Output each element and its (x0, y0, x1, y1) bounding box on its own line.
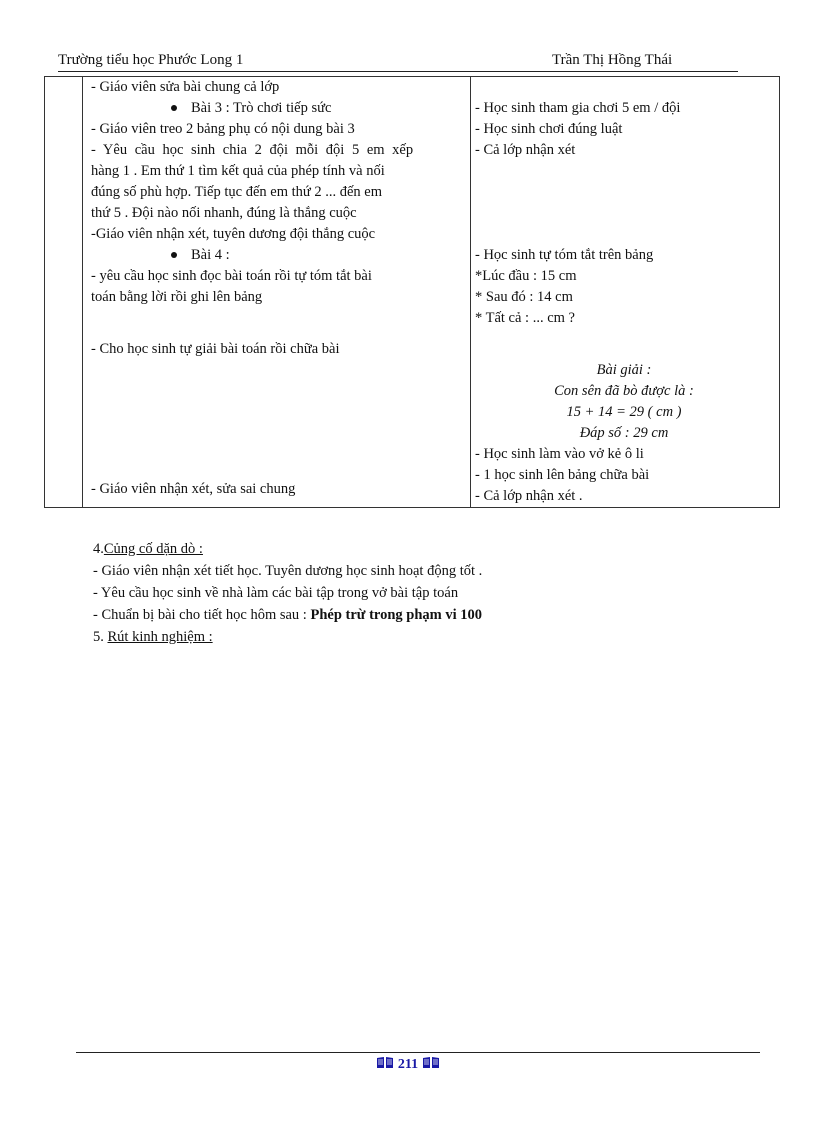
teacher-name: Trần Thị Hồng Thái (552, 52, 673, 68)
page-header (58, 52, 740, 72)
solution-line: 15 + 14 = 29 ( cm ) (566, 404, 682, 420)
student-line: - Học sinh chơi đúng luật (475, 121, 623, 137)
student-line: - Cả lớp nhận xét . (475, 488, 583, 504)
student-line: * Tất cả : ... cm ? (475, 310, 575, 326)
teacher-line: - Giáo viên nhận xét, sửa sai chung (91, 481, 296, 497)
teacher-line: thứ 5 . Đội nào nối nhanh, đúng là thắng cuộc (91, 205, 357, 221)
book-icon (376, 1056, 394, 1074)
student-line: - 1 học sinh lên bảng chữa bài (475, 467, 650, 483)
page-footer (0, 1056, 816, 1074)
section-5-heading: 5. Rút kinh nghiệm : (93, 629, 213, 645)
student-line: * Sau đó : 14 cm (475, 289, 573, 305)
teacher-line: - Yêu cầu học sinh chia 2 đội mỗi đội 5 em xếp (91, 142, 414, 158)
student-activity-cell (471, 77, 780, 508)
bullet-icon (171, 252, 177, 258)
teacher-line: - Giáo viên treo 2 bảng phụ có nội dung bài 3 (91, 121, 355, 137)
teacher-line: - Cho học sinh tự giải bài toán rồi chữa bài (91, 341, 340, 357)
footer-rule (76, 1052, 760, 1053)
exercise-3-heading: Bài 3 : Trò chơi tiếp sức (91, 98, 464, 119)
student-line: *Lúc đầu : 15 cm (475, 268, 577, 284)
student-line: - Học sinh tham gia chơi 5 em / đội (475, 100, 681, 116)
teacher-line: - Giáo viên sửa bài chung cả lớp (91, 79, 280, 95)
table-row (45, 77, 780, 508)
header-rule (58, 71, 738, 72)
section-4-item: - Giáo viên nhận xét tiết học. Tuyên dương học sinh hoạt động tốt . (93, 563, 483, 579)
section-4-item: - Chuẩn bị bài cho tiết học hôm sau : Phép trừ trong phạm vi 100 (93, 607, 483, 623)
book-icon (422, 1056, 440, 1074)
teacher-line: đúng số phù hợp. Tiếp tục đến em thứ 2 ... đến em (91, 184, 383, 200)
teacher-activity-cell (83, 77, 471, 508)
section-4-heading: 4.Củng cố dặn dò : (93, 541, 203, 557)
student-line: - Học sinh làm vào vở kẻ ô li (475, 446, 644, 462)
teacher-line: -Giáo viên nhận xét, tuyên dương đội thắng cuộc (91, 226, 376, 242)
teacher-line: toán bằng lời rồi ghi lên bảng (91, 289, 263, 305)
teacher-line: - yêu cầu học sinh đọc bài toán rồi tự tóm tắt bài (91, 268, 372, 284)
student-line: - Học sinh tự tóm tắt trên bảng (475, 247, 654, 263)
school-name: Trường tiểu học Phước Long 1 (58, 52, 244, 68)
student-line: - Cả lớp nhận xét (475, 142, 576, 158)
empty-column (45, 77, 83, 508)
next-lesson-title: Phép trừ trong phạm vi 100 (310, 607, 483, 623)
closing-sections (93, 538, 482, 648)
lesson-table (44, 76, 780, 508)
bullet-icon (171, 105, 177, 111)
exercise-4-heading: Bài 4 : (91, 245, 464, 266)
page-number: 211 (397, 1057, 419, 1073)
solution-answer: Đáp số : 29 cm (579, 425, 669, 441)
section-4-item: - Yêu cầu học sinh về nhà làm các bài tập trong vở bài tập toán (93, 585, 459, 601)
solution-line: Con sên đã bò được là : (554, 383, 694, 399)
solution-heading: Bài giải : (596, 362, 652, 378)
teacher-line: hàng 1 . Em thứ 1 tìm kết quả của phép tính và nối (91, 163, 385, 179)
